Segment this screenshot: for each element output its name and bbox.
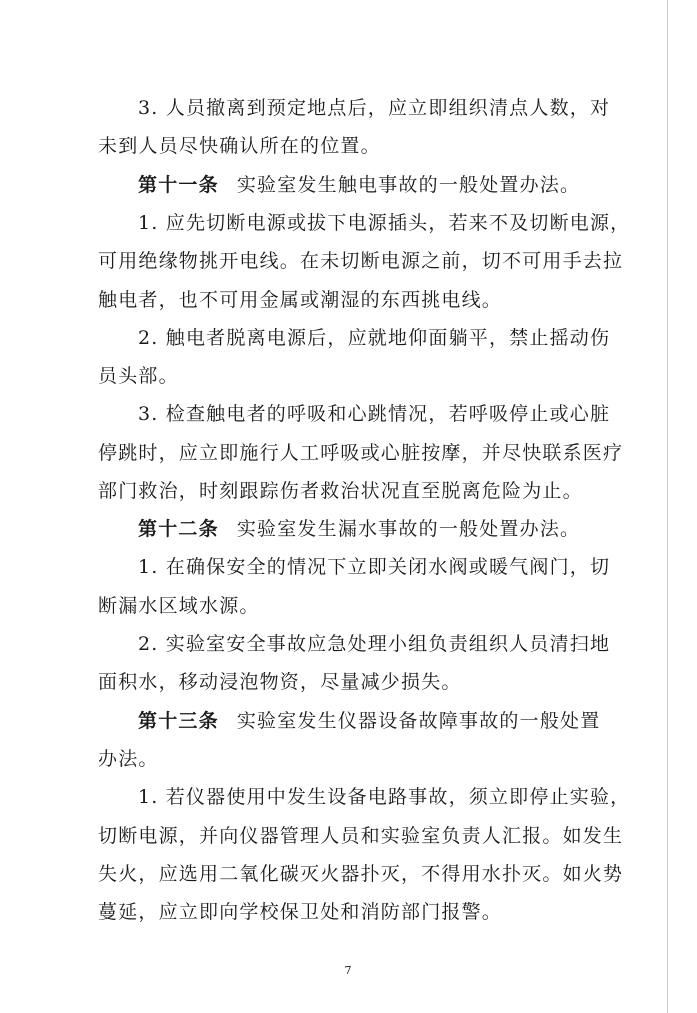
paragraph-line: 3. 检查触电者的呼吸和心跳情况，若呼吸停止或心脏 (138, 403, 611, 425)
article-title: 第十一条 (138, 174, 219, 196)
paragraph-line: 失火，应选用二氧化碳灭火器扑灭，不得用水扑灭。如火势 (98, 863, 624, 885)
article-text: 实验室发生触电事故的一般处置办法。 (236, 174, 581, 196)
paragraph-line: 可用绝缘物挑开电线。在未切断电源之前，切不可用手去拉 (98, 250, 624, 272)
paragraph-line: 办法。 (98, 748, 159, 770)
page-edge-divider (667, 0, 668, 1013)
article-title: 第十二条 (138, 518, 219, 540)
page-number: 7 (344, 964, 352, 977)
article-eleven-heading (138, 171, 580, 199)
article-title: 第十三条 (138, 710, 219, 732)
paragraph-line: 触电者，也不可用金属或潮湿的东西挑电线。 (98, 289, 503, 311)
article-thirteen-heading (138, 707, 600, 735)
paragraph-line: 未到人员尽快确认所在的位置。 (98, 135, 381, 157)
paragraph-line: 部门救治，时刻跟踪伤者救治状况直至脱离危险为止。 (98, 480, 583, 502)
paragraph-line: 2. 触电者脱离电源后，应就地仰面躺平，禁止摇动伤 (138, 327, 611, 349)
paragraph-line: 2. 实验室安全事故应急处理小组负责组织人员清扫地 (138, 633, 611, 655)
article-text: 实验室发生漏水事故的一般处置办法。 (236, 518, 581, 540)
paragraph-line: 员头部。 (98, 365, 179, 387)
paragraph-line: 1. 若仪器使用中发生设备电路事故，须立即停止实验， (138, 786, 631, 808)
paragraph-line: 3. 人员撤离到预定地点后，应立即组织清点人数，对 (138, 97, 611, 119)
article-twelve-heading (138, 515, 580, 543)
paragraph-line: 1. 在确保安全的情况下立即关闭水阀或暖气阀门，切 (138, 556, 611, 578)
paragraph-line: 蔓延，应立即向学校保卫处和消防部门报警。 (98, 901, 503, 923)
paragraph-line: 断漏水区域水源。 (98, 595, 260, 617)
article-text: 实验室发生仪器设备故障事故的一般处置 (236, 710, 601, 732)
paragraph-line: 1. 应先切断电源或拔下电源插头，若来不及切断电源， (138, 212, 631, 234)
paragraph-line: 面积水，移动浸泡物资，尽量减少损失。 (98, 671, 462, 693)
paragraph-line: 停跳时，应立即施行人工呼吸或心脏按摩，并尽快联系医疗 (98, 442, 624, 464)
paragraph-line: 切断电源，并向仪器管理人员和实验室负责人汇报。如发生 (98, 825, 624, 847)
